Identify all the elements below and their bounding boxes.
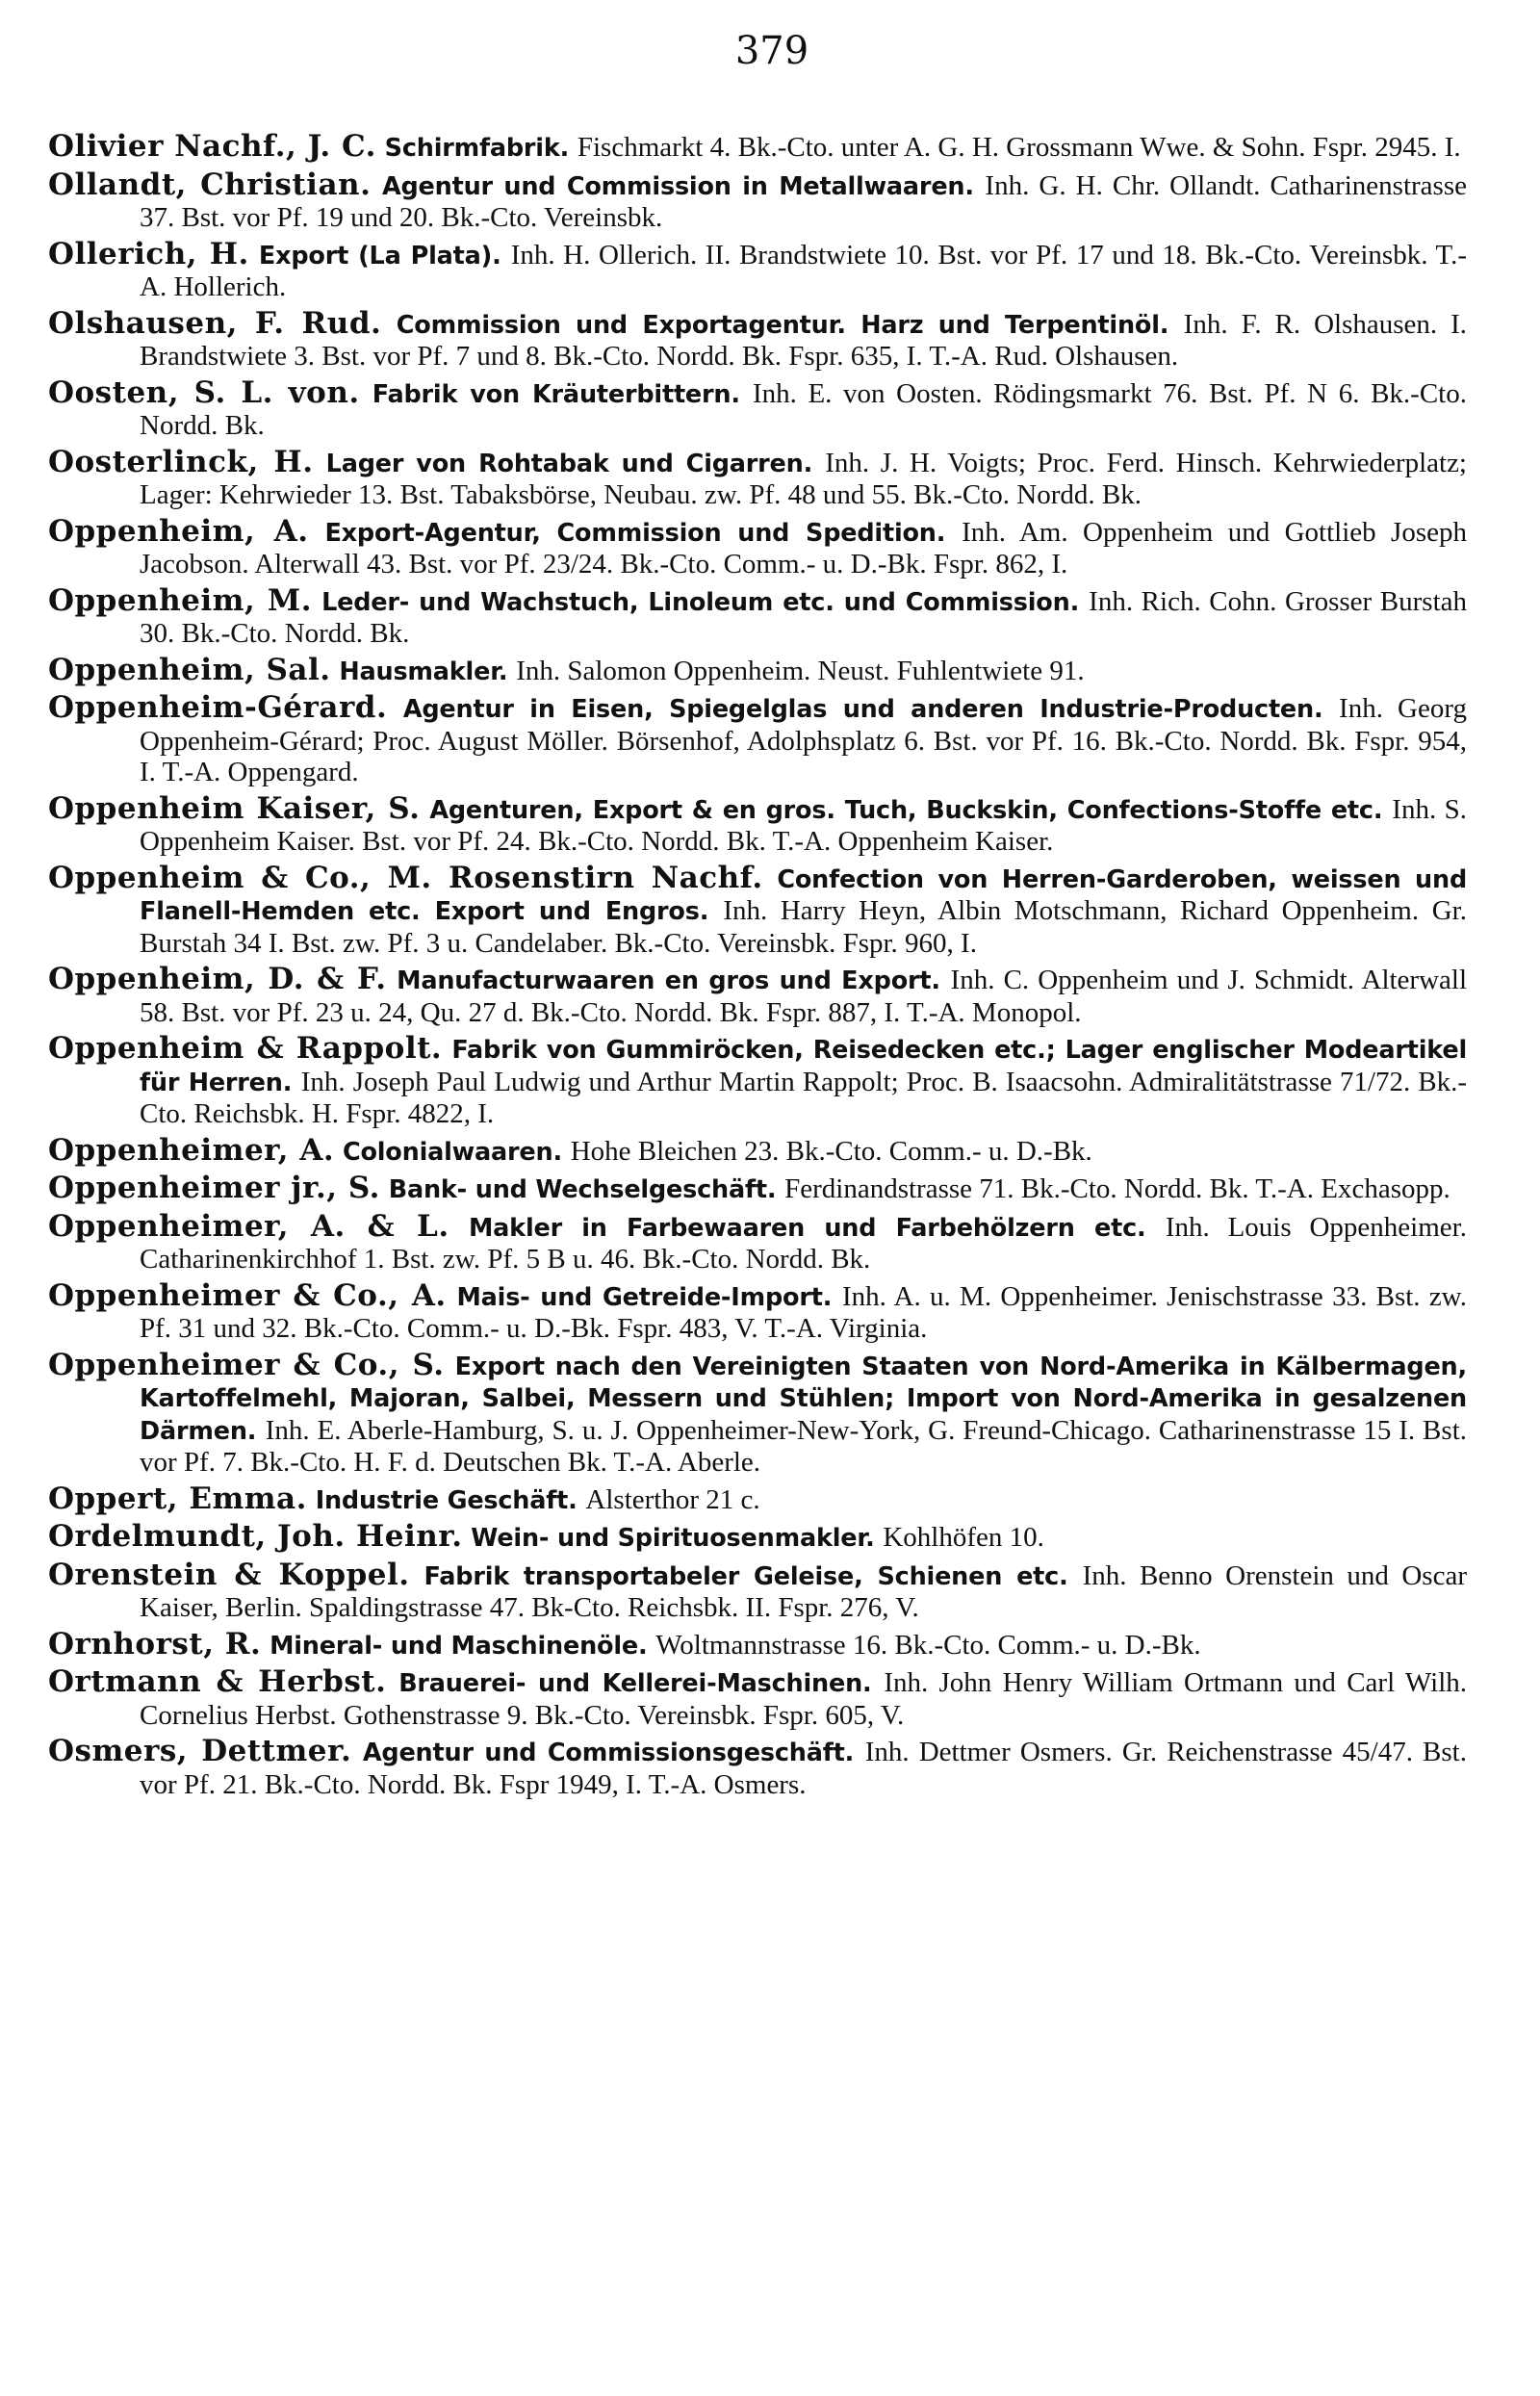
firm-details: Hohe Bleichen 23. Bk.-Cto. Comm.- u. D.-Bk. [570,1135,1092,1167]
firm-name: Osmers, Dettmer. [48,1734,352,1768]
directory-entry [48,582,1467,650]
directory-entry [48,1483,1467,1517]
firm-details: Inh. Georg Oppenheim-Gérard; Proc. August Möller. Börsenhof, Adolphsplatz 6. Bst. vor Pf. 16. Bk.-Cto. Nordd. Bk. Fspr. 954, I. T.-A. Oppengard. [140,693,1467,787]
business-type: Lager von Rohtabak und Cigarren. [325,449,813,478]
firm-details: Inh. A. u. M. Oppenheimer. Jenischstrasse 33. Bst. zw. Pf. 31 und 32. Bk.-Cto. Comm.- u. D.-Bk. Fspr. 483, V. T.-A. Virginia. [140,1280,1467,1344]
business-type: Schirmfabrik. [384,134,570,163]
directory-entry [48,964,1467,1028]
firm-name: Orenstein & Koppel. [48,1557,410,1592]
business-type: Agentur und Commission in Metallwaaren. [381,171,974,201]
firm-details: Ferdinandstrasse 71. Bk.-Cto. Nordd. Bk. T.-A. Exchasopp. [784,1173,1450,1204]
firm-name: Oppenheim, D. & F. [48,962,387,996]
directory-entry [48,1559,1467,1624]
business-type: Wein- und Spirituosenmakler. [471,1524,875,1553]
firm-details: Inh. J. H. Voigts; Proc. Ferd. Hinsch. Kehrwiederplatz; Lager: Kehrwieder 13. Bst. Tabaksbörse, Neubau. zw. Pf. 48 und 55. Bk.-Cto. Nordd. Bk. [140,447,1467,510]
business-type: Export (La Plata). [258,241,501,271]
directory-entry [48,1347,1467,1479]
business-type: Commission und Exportagentur. Harz und Terpentinöl. [396,310,1169,340]
directory-entry [48,860,1467,960]
directory-entry [48,1277,1467,1345]
firm-name: Oppenheim, A. [48,513,309,549]
business-type: Brauerei- und Kellerei-Maschinen. [398,1669,872,1698]
firm-details: Inh. C. Oppenheim und J. Schmidt. Alterwall 58. Bst. vor Pf. 23 u. 24, Qu. 27 d. Bk.-Cto. Nordd. Bk. Fspr. 887, I. T.-A. Monopol. [140,965,1468,1028]
firm-details: Woltmannstrasse 16. Bk.-Cto. Comm.- u. D.-Bk. [655,1629,1201,1661]
firm-details: Inh. Joseph Paul Ludwig und Arthur Martin Rappolt; Proc. B. Isaacsohn. Admiralitätstrasse 71/72. Bk.-Cto. Reichsbk. H. Fspr. 4822, I. [140,1066,1467,1129]
business-type: Fabrik von Gummiröcken, Reisedecken etc.; Lager englischer Modeartikel für Herren. [140,1036,1467,1097]
directory-entry [48,652,1467,688]
directory-entry [48,236,1467,303]
business-type: Export nach den Vereinigten Staaten von Nord-Amerika in Kälbermagen, Kartoffelmehl, Majoran, Salbei, Messern und Stühlen; Import von Nord-Amerika in gesalzenen Därmen. [140,1352,1467,1446]
business-type: Industrie Geschäft. [315,1485,578,1515]
business-type: Makler in Farbewaaren und Farbehölzern etc. [469,1213,1146,1243]
business-type: Mineral- und Maschinenöle. [270,1631,648,1661]
firm-name: Oppenheim-Gérard. [48,690,388,725]
firm-details: Inh. S. Oppenheim Kaiser. Bst. vor Pf. 24. Bk.-Cto. Nordd. Bk. T.-A. Oppenheim Kaiser. [140,793,1468,857]
firm-name: Ollandt, Christian. [48,167,372,202]
business-type: Leder- und Wachstuch, Linoleum etc. und Commission. [321,587,1080,617]
firm-name: Oppenheimer & Co., S. [48,1347,445,1382]
business-type: Fabrik transportabeler Geleise, Schienen etc. [424,1561,1068,1591]
directory-entry [48,1033,1467,1130]
firm-name: Olshausen, F. Rud. [48,305,382,341]
directory-entry [48,374,1467,442]
firm-name: Oppenheimer, A. & L. [48,1208,449,1244]
directory-entry [48,444,1467,511]
directory-entry [48,131,1467,165]
firm-name: Olivier Nachf., J. C. [48,129,376,164]
directory-entry [48,1172,1467,1206]
business-type: Fabrik von Kräuterbittern. [372,379,740,409]
firm-name: Ordelmundt, Joh. Heinr. [48,1519,463,1554]
firm-name: Oppenheimer & Co., A. [48,1277,447,1313]
business-type: Agentur und Commissionsgeschäft. [362,1739,855,1767]
firm-name: Oppenheimer, A. [48,1132,335,1168]
firm-details: Inh. E. Aberle-Hamburg, S. u. J. Oppenheimer-New-York, G. Freund-Chicago. Catharinenstrasse 15 I. Bst. vor Pf. 7. Bk.-Cto. H. F. d. Deutschen Bk. T.-A. Aberle. [140,1414,1467,1478]
firm-details: Inh. G. H. Chr. Ollandt. Catharinenstrasse 37. Bst. vor Pf. 19 und 20. Bk.-Cto. Vereinsbk. [140,169,1467,233]
directory-entry [48,1132,1467,1169]
directory-entry [48,513,1467,580]
directory-entries [48,131,1467,1800]
business-type: Manufacturwaaren en gros und Export. [397,966,940,995]
directory-entry [48,169,1467,234]
firm-details: Alsterthor 21 c. [585,1483,760,1515]
firm-details: Inh. H. Ollerich. II. Brandstwiete 10. Bst. vor Pf. 17 und 18. Bk.-Cto. Vereinsbk. T.-A. Hollerich. [140,239,1467,302]
firm-details: Inh. F. R. Olshausen. I. Brandstwiete 3. Bst. vor Pf. 7 und 8. Bk.-Cto. Nordd. Bk. Fspr. 635, I. T.-A. Rud. Olshausen. [140,308,1468,372]
firm-name: Oppenheim & Rappolt. [48,1031,443,1066]
firm-name: Oppenheim & Co., M. Rosenstirn Nachf. [48,860,763,895]
directory-entry [48,1208,1467,1275]
directory-entry [48,1521,1467,1555]
business-type: Mais- und Getreide-Import. [456,1282,833,1312]
firm-name: Oosterlinck, H. [48,444,314,479]
firm-name: Oppenheim, Sal. [48,652,331,687]
business-type: Export-Agentur, Commission und Spedition. [324,518,946,548]
firm-details: Fischmarkt 4. Bk.-Cto. unter A. G. H. Grossmann Wwe. & Sohn. Fspr. 2945. I. [577,132,1461,163]
firm-name: Ornhorst, R. [48,1626,262,1662]
firm-details: Inh. E. von Oosten. Rödingsmarkt 76. Bst. Pf. N 6. Bk.-Cto. Nordd. Bk. [140,377,1467,441]
business-type: Colonialwaaren. [342,1137,562,1167]
firm-details: Inh. Am. Oppenheim und Gottlieb Joseph Jacobson. Alterwall 43. Bst. vor Pf. 23/24. Bk.-Cto. Comm.- u. D.-Bk. Fspr. 862, I. [140,516,1467,580]
firm-name: Oppenheim, M. [48,582,312,618]
firm-name: Ollerich, H. [48,236,249,271]
business-type: Hausmakler. [339,657,508,686]
firm-details: Inh. John Henry William Ortmann und Carl Wilh. Cornelius Herbst. Gothenstrasse 9. Bk.-Cto. Vereinsbk. Fspr. 605, V. [140,1667,1467,1731]
business-type: Confection von Herren-Garderoben, weissen und Flanell-Hemden etc. Export und Engros. [140,864,1467,926]
firm-details: Inh. Louis Oppenheimer. Catharinenkirchhof 1. Bst. zw. Pf. 5 B u. 46. Bk.-Cto. Nordd. Bk. [140,1211,1467,1275]
directory-entry [48,1666,1467,1731]
firm-name: Oppenheimer jr., S. [48,1171,380,1205]
firm-details: Kohlhöfen 10. [883,1522,1044,1553]
directory-entry [48,790,1468,858]
firm-details: Inh. Benno Orenstein und Oscar Kaiser, Berlin. Spaldingstrasse 47. Bk-Cto. Reichsbk. II. Fspr. 276, V. [140,1559,1467,1623]
business-type: Agentur in Eisen, Spiegelglas und anderen Industrie-Producten. [402,695,1323,724]
business-type: Agenturen, Export & en gros. Tuch, Buckskin, Confections-Stoffe etc. [429,795,1383,825]
firm-name: Oppenheim Kaiser, S. [48,790,421,826]
firm-details: Inh. Dettmer Osmers. Gr. Reichenstrasse 45/47. Bst. vor Pf. 21. Bk.-Cto. Nordd. Bk. Fspr 1949, I. T.-A. Osmers. [140,1737,1467,1800]
directory-entry [48,1736,1467,1800]
page-number: 379 [734,29,809,73]
directory-entry [48,1626,1467,1662]
firm-details: Inh. Salomon Oppenheim. Neust. Fuhlentwiete 91. [516,655,1085,686]
firm-name: Oosten, S. L. von. [48,374,360,410]
firm-details: Inh. Rich. Cohn. Grosser Burstah 30. Bk.-Cto. Nordd. Bk. [140,585,1467,649]
firm-name: Oppert, Emma. [48,1481,307,1516]
directory-entry [48,305,1468,373]
firm-details: Inh. Harry Heyn, Albin Motschmann, Richard Oppenheim. Gr. Burstah 34 I. Bst. zw. Pf. 3 u. Candelaber. Bk.-Cto. Vereinsbk. Fspr. 960, I. [140,895,1467,959]
business-type: Bank- und Wechselgeschäft. [388,1175,777,1204]
firm-name: Ortmann & Herbst. [48,1664,387,1699]
directory-entry [48,692,1467,788]
